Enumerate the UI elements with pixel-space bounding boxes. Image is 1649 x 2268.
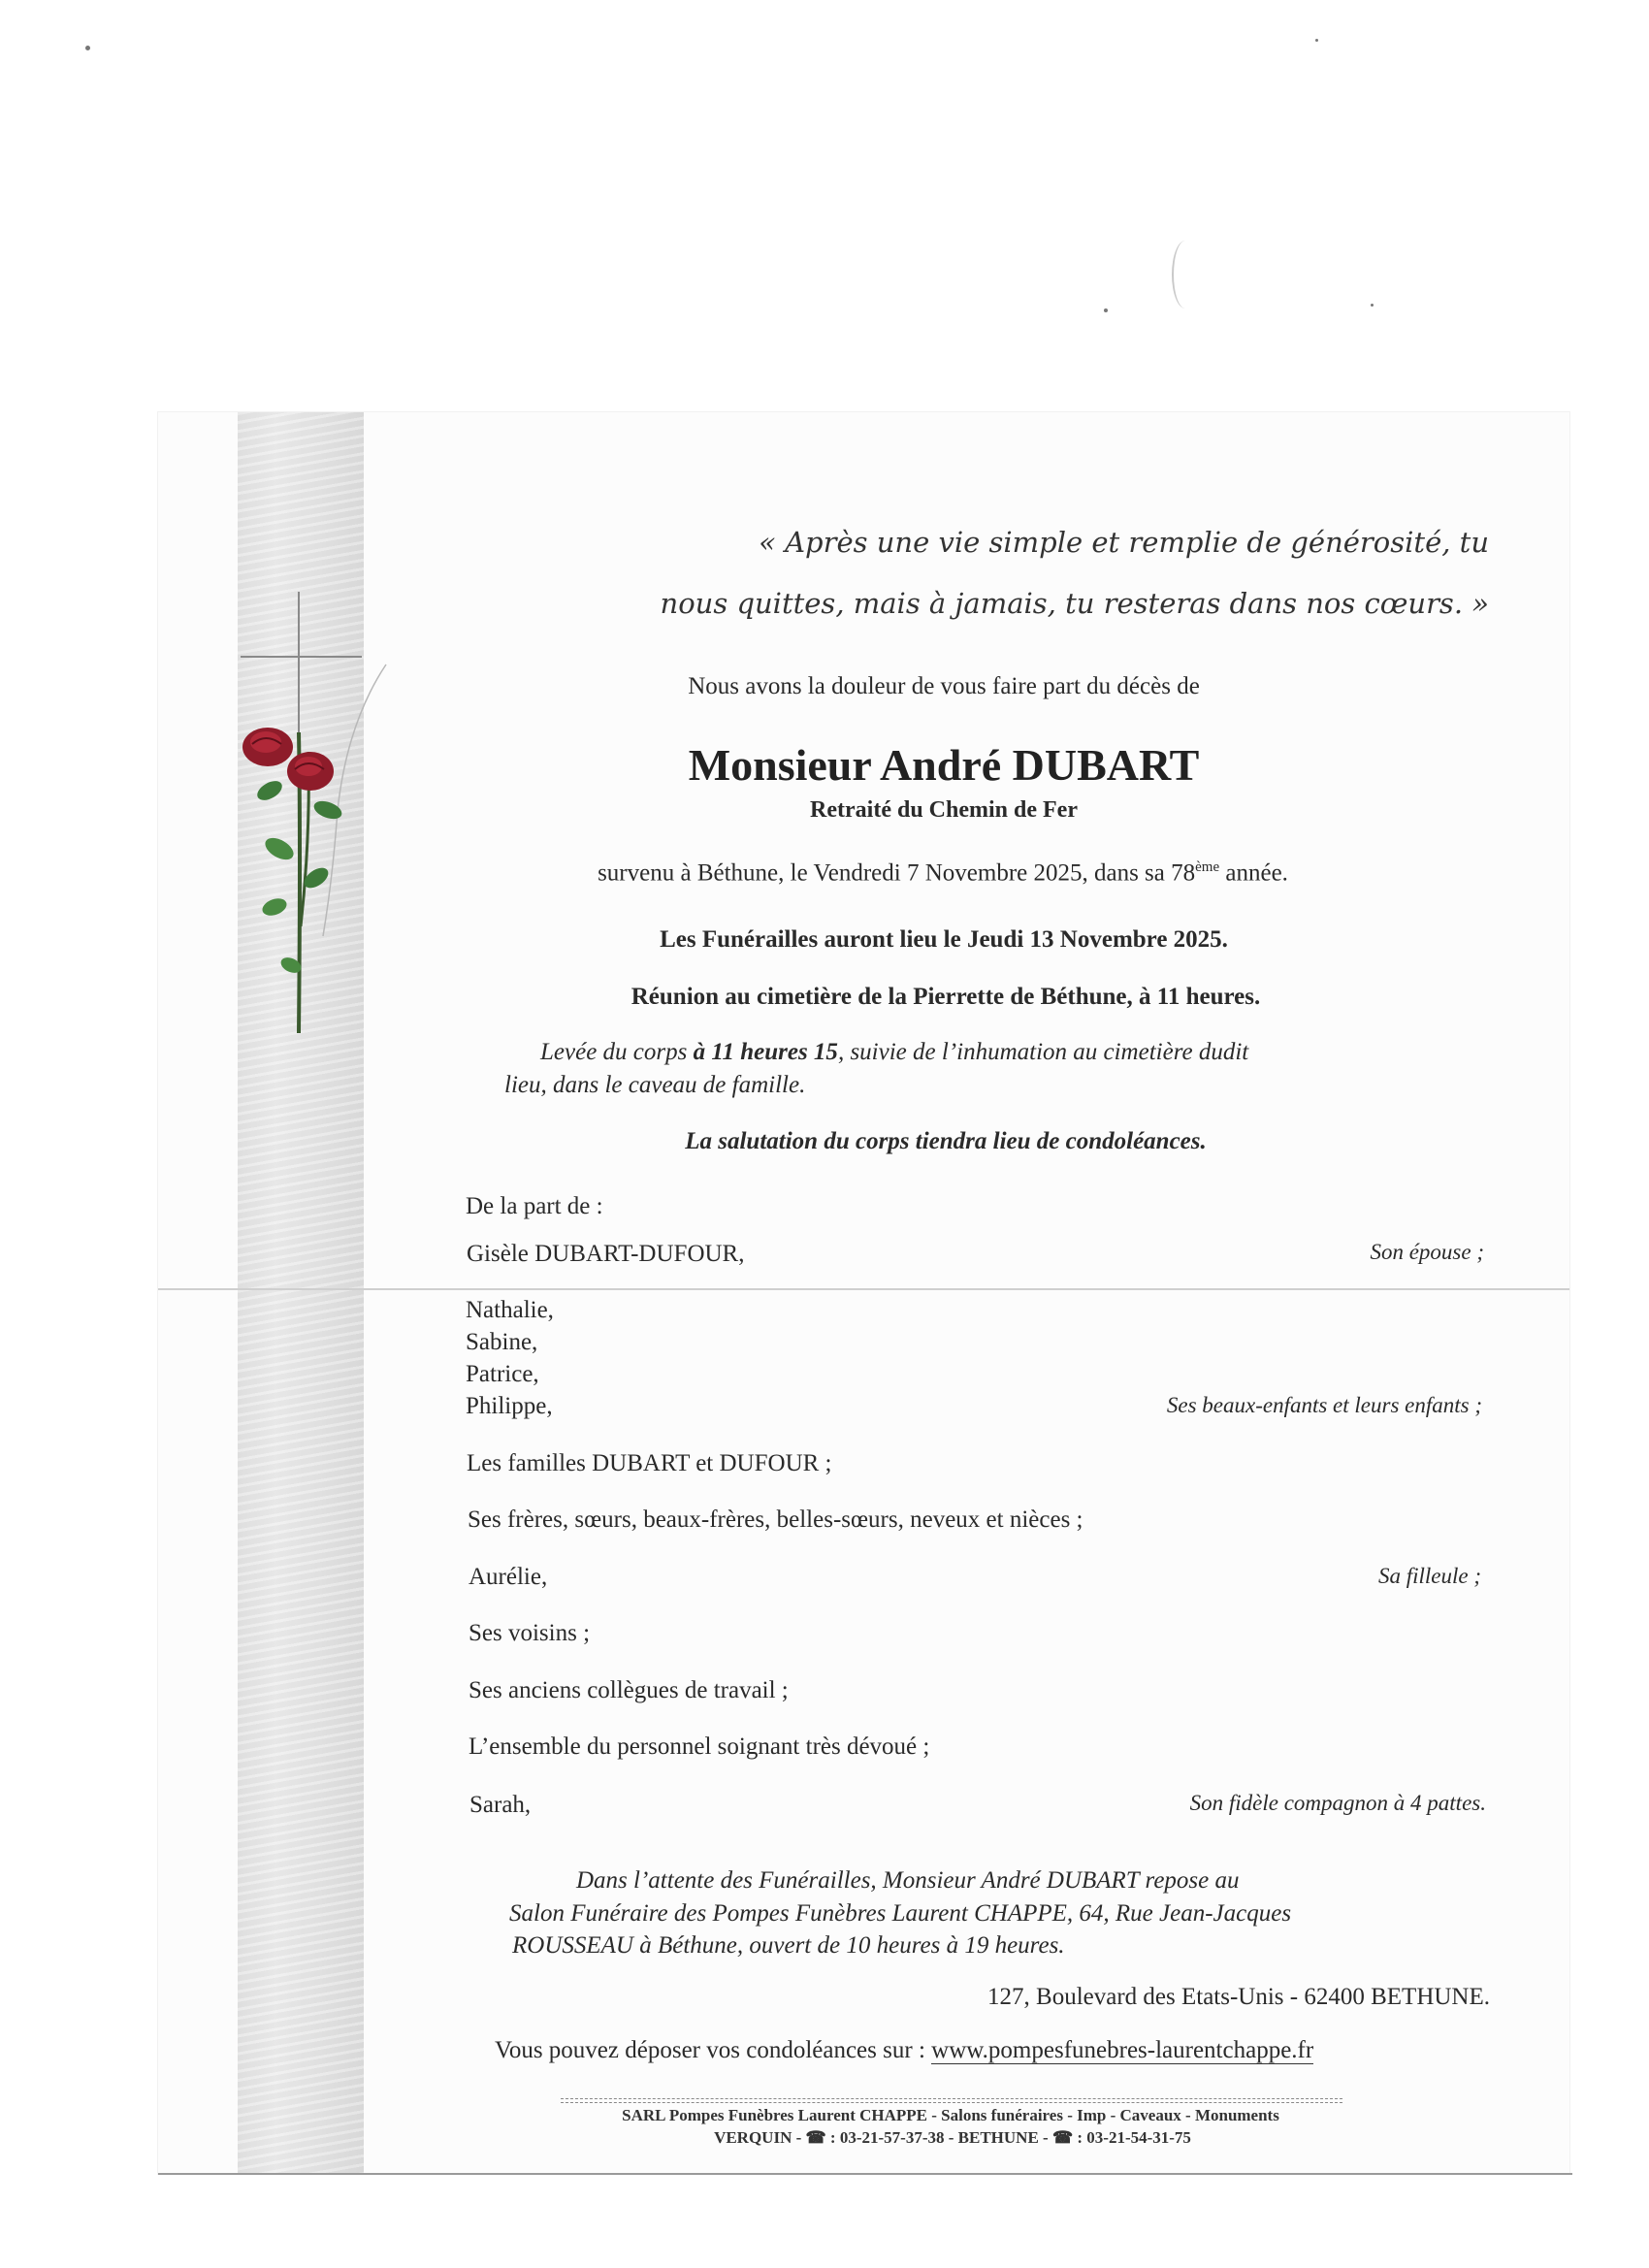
footer-phone-line: VERQUIN - ☎ : 03-21-57-37-38 - BETHUNE - ☎ : 03-21-54-31-75 (714, 2128, 1191, 2147)
levee-text: Levée du corps (540, 1039, 694, 1065)
resting-place-line-1: Dans l’attente des Funérailles, Monsieur André DUBART repose au (576, 1867, 1240, 1894)
spouse-relation: Son épouse ; (1370, 1240, 1484, 1264)
salutation-note: La salutation du corps tiendra lieu de condoléances. (685, 1128, 1207, 1154)
death-details (598, 859, 1288, 887)
from-label: De la part de : (466, 1193, 603, 1219)
families-line: Les familles DUBART et DUFOUR ; (467, 1450, 832, 1476)
levee-line-2: lieu, dans le caveau de famille. (504, 1072, 806, 1098)
scan-speck (1315, 39, 1318, 42)
stepchildren-relation: Ses beaux-enfants et leurs enfants ; (1166, 1393, 1482, 1417)
stepchild-name: Philippe, (466, 1393, 553, 1419)
pet-relation: Son fidèle compagnon à 4 pattes. (1189, 1791, 1486, 1815)
funeral-date: Les Funérailles auront lieu le Jeudi 13 Novembre 2025. (660, 926, 1228, 953)
pet-name: Sarah, (469, 1792, 532, 1818)
footer-rule (561, 2098, 1342, 2099)
scan-speck (1104, 308, 1108, 312)
pen-mark (1172, 241, 1199, 308)
death-text: survenu à Béthune, le Vendredi 7 Novembre 2025, dans sa 78 (598, 859, 1196, 887)
levee-line-1 (540, 1039, 1248, 1066)
levee-time: à 11 heures 15 (693, 1039, 838, 1065)
death-text-end: année. (1219, 859, 1288, 887)
resting-place-line-3: ROUSSEAU à Béthune, ouvert de 10 heures à 19 heures. (512, 1932, 1065, 1959)
condolences-link[interactable]: www.pompesfunebres-laurentchappe.fr (931, 2037, 1314, 2063)
funeral-home-address: 127, Boulevard des Etats-Unis - 62400 BETHUNE. (987, 1984, 1490, 2010)
goddaughter-relation: Sa filleule ; (1377, 1564, 1481, 1588)
condolences-line (495, 2037, 1313, 2064)
stepchild-name: Nathalie, (466, 1297, 554, 1323)
deceased-occupation: Retraité du Chemin de Fer (810, 797, 1078, 823)
neighbours-line: Ses voisins ; (469, 1620, 591, 1646)
footer-company-line: SARL Pompes Funèbres Laurent CHAPPE - Salons funéraires - Imp - Caveaux - Monuments (622, 2106, 1279, 2124)
death-superscript: ème (1195, 859, 1220, 875)
opening-quote-line-2: nous quittes, mais à jamais, tu resteras dans nos cœurs. » (660, 587, 1489, 620)
siblings-line: Ses frères, sœurs, beaux-frères, belles-sœurs, neveux et nièces ; (468, 1507, 1083, 1533)
condolences-label: Vous pouvez déposer vos condoléances sur : (495, 2037, 932, 2063)
opening-quote-line-1: « Après une vie simple et remplie de générosité, tu (759, 526, 1489, 559)
cemetery-meeting: Réunion au cimetière de la Pierrette de Béthune, à 11 heures. (630, 984, 1261, 1010)
stepchild-name: Sabine, (466, 1329, 538, 1355)
spouse-name: Gisèle DUBART-DUFOUR, (467, 1241, 745, 1267)
deceased-name: Monsieur André DUBART (688, 740, 1200, 790)
levee-text-cont: , suivie de l’inhumation au cimetière dudit (837, 1039, 1249, 1065)
care-staff-line: L’ensemble du personnel soignant très dévoué ; (469, 1733, 930, 1760)
announcement-intro: Nous avons la douleur de vous faire part du décès de (688, 673, 1200, 699)
fold-line (158, 1288, 1569, 1290)
scan-speck (1371, 304, 1374, 307)
scan-speck (85, 46, 90, 50)
card-bottom-edge (158, 2173, 1572, 2175)
roses-with-cross-illustration (231, 587, 396, 1038)
goddaughter-name: Aurélie, (469, 1564, 548, 1590)
stepchild-name: Patrice, (466, 1361, 539, 1387)
colleagues-line: Ses anciens collègues de travail ; (469, 1677, 789, 1703)
footer-rule (561, 2102, 1342, 2103)
resting-place-line-2: Salon Funéraire des Pompes Funèbres Laurent CHAPPE, 64, Rue Jean-Jacques (509, 1900, 1292, 1927)
